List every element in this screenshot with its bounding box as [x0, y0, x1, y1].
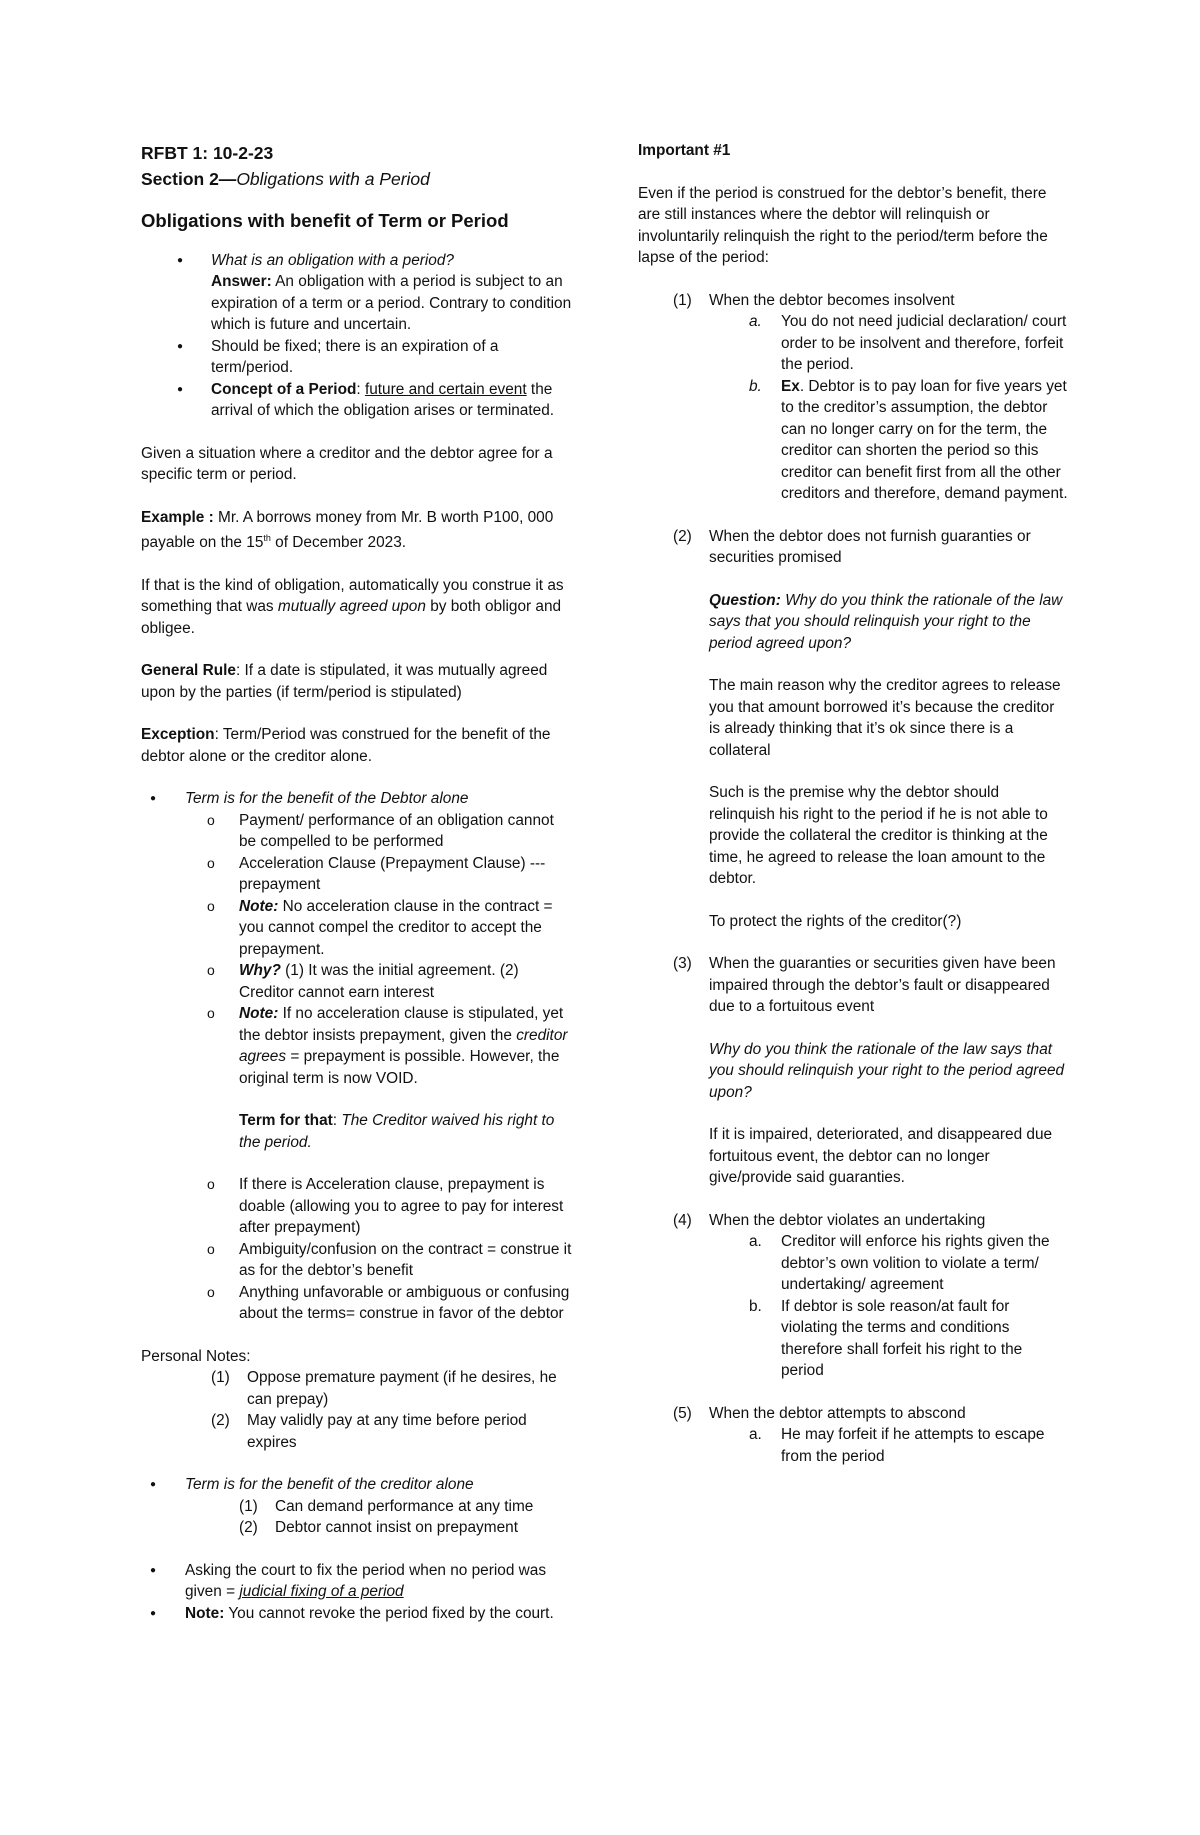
list-item: (5) When the debtor attempts to abscond a. He may forfeit if he attempts to escape from the period	[673, 1403, 1068, 1468]
list-item: (3) When the guaranties or securities given have been impaired through the debtor’s fault or disappeared due to a fortuitous event Why do you think the rationale of the law says that you should relinquish your right to the period agreed upon? If it is impaired, deteriorated, and disappeared due fortuitous event, the debtor can no longer give/provide said guaranties.	[673, 953, 1068, 1189]
question: Question: Why do you think the rationale of the law says that you should relinquish your right to the period agreed upon?	[709, 591, 1063, 652]
paragraph-example: Example : Mr. A borrows money from Mr. B worth P100, 000 payable on the 15th of December 2023.	[141, 508, 554, 552]
debtor-sub-list	[141, 810, 573, 1325]
list-item: o If there is Acceleration clause, prepayment is doable (allowing you to agree to pay for interest after prepayment)	[141, 1174, 573, 1239]
list-item: (2) Debtor cannot insist on prepayment	[239, 1519, 518, 1537]
paragraph-given: Given a situation where a creditor and the debtor agree for a specific term or period.	[141, 444, 553, 483]
exception: Exception: Term/Period was construed for the benefit of the debtor alone or the creditor alone.	[141, 726, 551, 765]
list-item: ● Term is for the benefit of the Debtor alone	[141, 788, 573, 810]
list-item: ● Concept of a Period: future and certain event the arrival of which the obligation arises or terminated.	[141, 379, 573, 422]
answer-paragraph: To protect the rights of the creditor(?)	[709, 912, 962, 930]
debtor-benefit-list	[141, 788, 573, 810]
question: Why do you think the rationale of the law says that you should relinquish your right to the period agreed upon?	[709, 1040, 1065, 1101]
answer-paragraph: If it is impaired, deteriorated, and disappeared due fortuitous event, the debtor can no longer give/provide said guaranties.	[709, 1126, 1053, 1186]
list-item: ● Note: You cannot revoke the period fixed by the court.	[141, 1603, 573, 1625]
sub-item: b. Ex. Debtor is to pay loan for five years yet to the creditor’s assumption, the debtor can no longer carry on for the term, the creditor can shorten the period so this creditor can benefit first from all the other creditors and therefore, demand payment.	[749, 377, 1068, 502]
creditor-sub-list	[141, 1496, 573, 1539]
document-title: RFBT 1: 10-2-23	[141, 143, 274, 163]
list-item: o Acceleration Clause (Prepayment Clause) --- prepayment	[141, 853, 573, 896]
paragraph-construe: If that is the kind of obligation, automatically you construe it as something that was mutually agreed upon by both obligor and obligee.	[141, 576, 564, 637]
intro-paragraph: Even if the period is construed for the debtor’s benefit, there are still instances where the debtor will relinquish or involuntarily relinquish the right to the period/term before the lapse of the period:	[638, 184, 1048, 266]
important-heading: Important #1	[638, 142, 731, 159]
left-column	[141, 140, 573, 1624]
list-item: ● Should be fixed; there is an expiration of a term/period.	[141, 336, 573, 379]
list-item: o Note: No acceleration clause in the contract = you cannot compel the creditor to accept the prepayment.	[141, 896, 573, 961]
list-item: o Why? (1) It was the initial agreement. (2) Creditor cannot earn interest	[141, 960, 573, 1003]
list-item: (1) When the debtor becomes insolvent a. You do not need judicial declaration/ court order to be insolvent and therefore, forfeit the period. b. Ex. Debtor is to pay loan for five years yet to the creditor’s assumption, the debtor can no longer carry on for the term, the creditor can shorten the period so this creditor can benefit first from all the other creditors and therefore, demand payment.	[673, 290, 1068, 505]
general-rule: General Rule: If a date is stipulated, it was mutually agreed upon by the parties (if term/period is stipulated)	[141, 662, 548, 701]
answer-paragraph: Such is the premise why the debtor should relinquish his right to the period if he is not able to provide the collateral the creditor is thinking at the time, he agreed to release the loan amount to the debtor.	[709, 784, 1048, 887]
list-item: o Anything unfavorable or ambiguous or confusing about the terms= construe in favor of the debtor	[141, 1282, 573, 1325]
list-item: (4) When the debtor violates an undertaking a. Creditor will enforce his rights given the debtor’s own volition to violate a term/ undertaking/ agreement b. If debtor is sole reason/at fault for violating the terms and conditions therefore shall forfeit his right to the period	[673, 1210, 1068, 1382]
answer-paragraph: The main reason why the creditor agrees to release you that amount borrowed it’s because the creditor is already thinking that it’s ok since there is a collateral	[709, 677, 1061, 759]
sub-item: b. If debtor is sole reason/at fault for violating the terms and conditions therefore shall forfeit his right to the period	[749, 1297, 1023, 1379]
right-column	[638, 140, 1068, 1467]
section-title: Section 2—Obligations with a Period	[141, 169, 430, 189]
personal-notes-list	[141, 1367, 573, 1453]
personal-notes-label: Personal Notes:	[141, 1347, 251, 1365]
list-item: ● What is an obligation with a period? Answer: An obligation with a period is subject to an expiration of a term or a period. Contrary to condition which is future and uncertain.	[141, 250, 573, 336]
sub-item: a. You do not need judicial declaration/ court order to be insolvent and therefore, forfeit the period.	[749, 313, 1067, 373]
list-item: (1) Oppose premature payment (if he desires, he can prepay)	[211, 1369, 557, 1408]
list-item: ● Asking the court to fix the period when no period was given = judicial fixing of a period	[141, 1560, 573, 1603]
sub-item: a. He may forfeit if he attempts to escape from the period	[749, 1426, 1045, 1465]
sub-item: a. Creditor will enforce his rights given the debtor’s own volition to violate a term/ undertaking/ agreement	[749, 1233, 1050, 1293]
forfeiture-list	[638, 290, 1068, 1468]
list-item: o Payment/ performance of an obligation cannot be compelled to be performed	[141, 810, 573, 853]
list-item: o Note: If no acceleration clause is stipulated, yet the debtor insists prepayment, given the creditor agrees = prepayment is possible. However, the original term is now VOID. Term for that: The Creditor waived his right to the period.	[141, 1003, 573, 1153]
creditor-benefit-list	[141, 1474, 573, 1496]
definition-list	[141, 250, 573, 422]
court-list	[141, 1560, 573, 1625]
list-item: o Ambiguity/confusion on the contract = construe it as for the debtor’s benefit	[141, 1239, 573, 1282]
list-item: (2) When the debtor does not furnish guaranties or securities promised Question: Why do you think the rationale of the law says that you should relinquish your right to the period agreed upon? The main reason why the creditor agrees to release you that amount borrowed it’s because the creditor is already thinking that it’s ok since there is a collateral Such is the premise why the debtor should relinquish his right to the period if he is not able to provide the collateral the creditor is thinking at the time, he agreed to release the loan amount to the debtor. To protect the rights of the creditor(?)	[673, 526, 1068, 933]
list-item: (1) Can demand performance at any time	[239, 1497, 534, 1515]
list-item: (2) May validly pay at any time before period expires	[211, 1412, 527, 1451]
list-item: ● Term is for the benefit of the creditor alone	[141, 1474, 573, 1496]
section-heading: Obligations with benefit of Term or Period	[141, 210, 509, 231]
term-for-that: Term for that: The Creditor waived his right to the period.	[239, 1112, 555, 1151]
